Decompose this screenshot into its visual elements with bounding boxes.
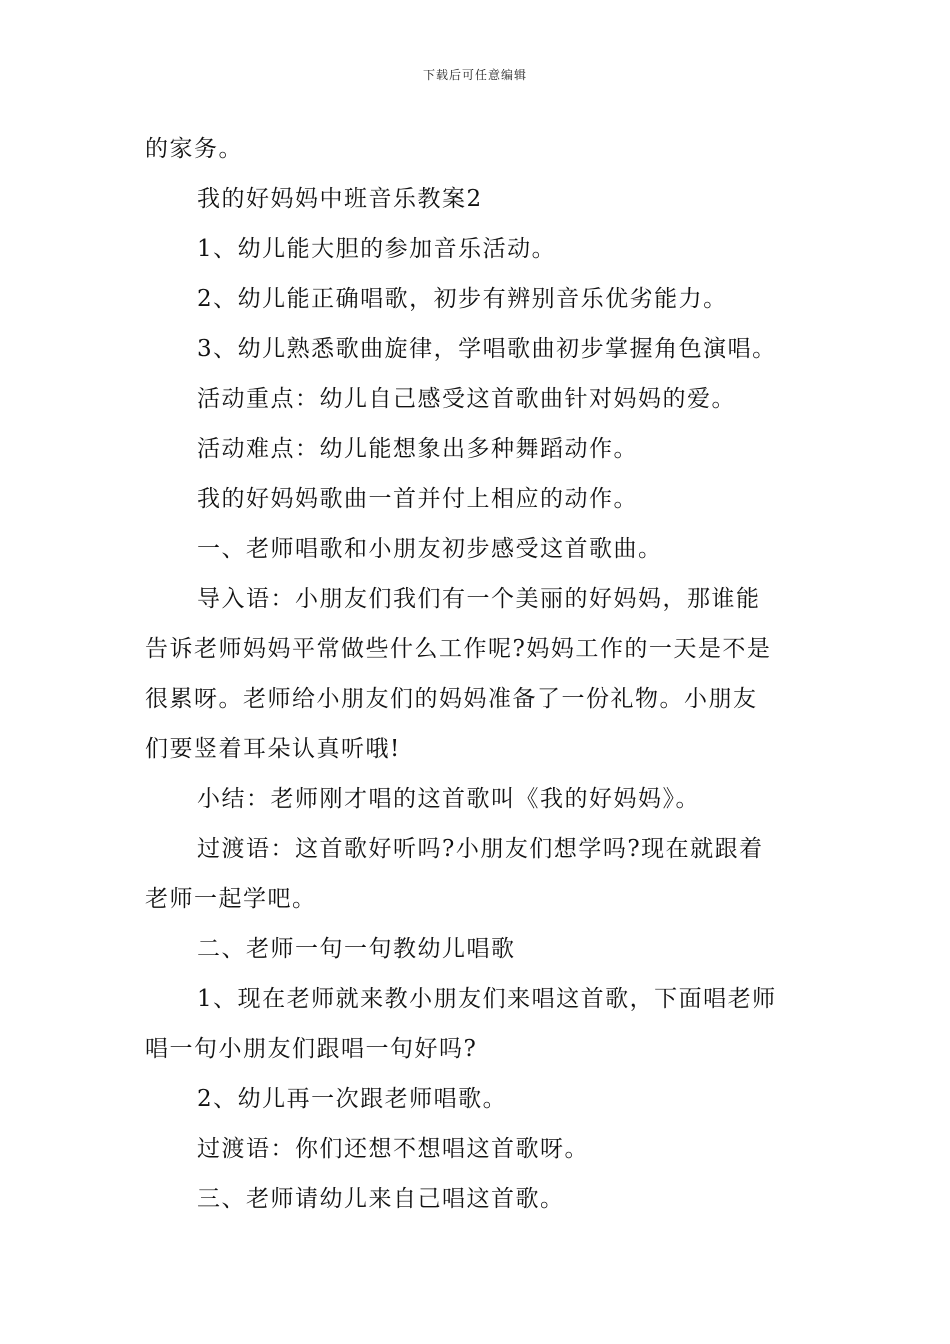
activity-difficulty: 活动难点：幼儿能想象出多种舞蹈动作。 <box>197 436 638 462</box>
section-title: 我的好妈妈中班音乐教案2 <box>197 186 483 212</box>
paragraph-line: 告诉老师妈妈平常做些什么工作呢?妈妈工作的一天是不是 <box>145 636 772 662</box>
objective-item: 2、幼儿能正确唱歌，初步有辨别音乐优劣能力。 <box>197 286 728 312</box>
step-heading: 一、老师唱歌和小朋友初步感受这首歌曲。 <box>197 536 663 562</box>
paragraph-line: 过渡语：你们还想不想唱这首歌呀。 <box>197 1136 589 1162</box>
paragraph-line: 唱一句小朋友们跟唱一句好吗? <box>145 1036 478 1062</box>
paragraph-line: 2、幼儿再一次跟老师唱歌。 <box>197 1086 508 1112</box>
page-header-note: 下载后可任意编辑 <box>422 68 527 82</box>
step-heading: 二、老师一句一句教幼儿唱歌 <box>197 936 516 962</box>
paragraph-line: 1、现在老师就来教小朋友们来唱这首歌，下面唱老师 <box>197 986 777 1012</box>
paragraph-line: 们要竖着耳朵认真听哦! <box>145 736 401 762</box>
paragraph-line: 导入语：小朋友们我们有一个美丽的好妈妈，那谁能 <box>197 586 761 612</box>
objective-item: 3、幼儿熟悉歌曲旋律，学唱歌曲初步掌握角色演唱。 <box>197 336 777 362</box>
paragraph-line: 的家务。 <box>145 136 243 162</box>
paragraph-line: 很累呀。老师给小朋友们的妈妈准备了一份礼物。小朋友 <box>145 686 758 712</box>
document-body <box>145 124 810 1224</box>
objective-item: 1、幼儿能大胆的参加音乐活动。 <box>197 236 557 262</box>
step-heading: 三、老师请幼儿来自己唱这首歌。 <box>197 1186 565 1212</box>
activity-focus: 活动重点：幼儿自己感受这首歌曲针对妈妈的爱。 <box>197 386 736 412</box>
paragraph-line: 老师一起学吧。 <box>145 886 317 912</box>
materials-line: 我的好妈妈歌曲一首并付上相应的动作。 <box>197 486 638 512</box>
paragraph-line: 过渡语：这首歌好听吗?小朋友们想学吗?现在就跟着 <box>197 836 764 862</box>
summary-line: 小结：老师刚才唱的这首歌叫《我的好妈妈》。 <box>197 786 700 812</box>
